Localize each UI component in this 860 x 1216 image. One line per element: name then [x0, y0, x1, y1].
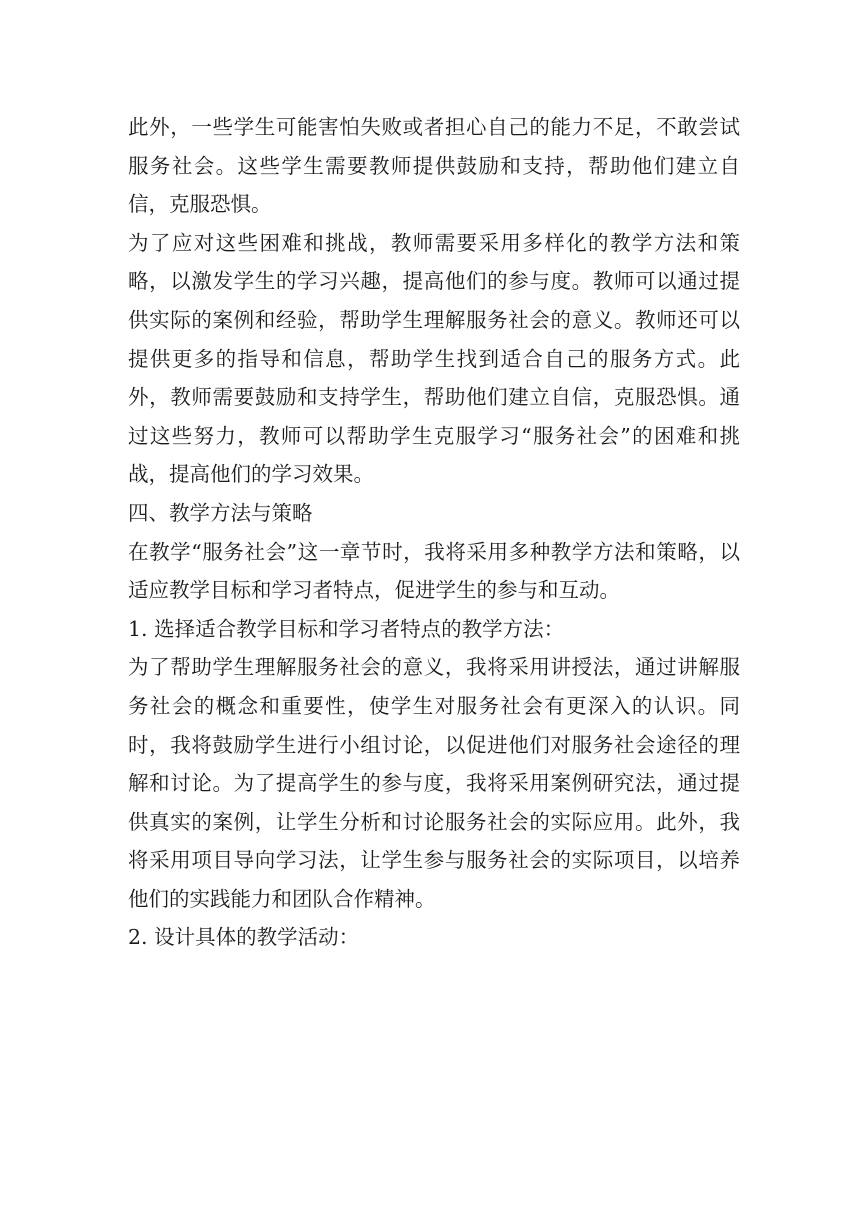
- document-body: [128, 108, 740, 957]
- paragraph-teacher-strategies: 为了应对这些困难和挑战，教师需要采用多样化的教学方法和策略，以激发学生的学习兴趣，提高他们的参与度。教师可以通过提供实际的案例和经验，帮助学生理解服务社会的意义。教师还可以提供更多的指导和信息，帮助学生找到适合自己的服务方式。此外，教师需要鼓励和支持学生，帮助他们建立自信，克服恐惧。通过这些努力，教师可以帮助学生克服学习“服务社会”的困难和挑战，提高他们的学习效果。: [128, 230, 740, 487]
- section-heading-teaching-methods: 四、教学方法与策略: [128, 500, 313, 525]
- paragraph-fear-of-failure: 此外，一些学生可能害怕失败或者担心自己的能力不足，不敢尝试服务社会。这些学生需要教师提供鼓励和支持，帮助他们建立自信，克服恐惧。: [128, 115, 740, 217]
- paragraph-methods-detail: 为了帮助学生理解服务社会的意义，我将采用讲授法，通过讲解服务社会的概念和重要性，使学生对服务社会有更深入的认识。同时，我将鼓励学生进行小组讨论，以促进他们对服务社会途径的理解和讨论。为了提高学生的参与度，我将采用案例研究法，通过提供真实的案例，让学生分析和讨论服务社会的实际应用。此外，我将采用项目导向学习法，让学生参与服务社会的实际项目，以培养他们的实践能力和团队合作精神。: [128, 655, 740, 911]
- list-item-choose-methods: 1. 选择适合教学目标和学习者特点的教学方法：: [128, 616, 565, 641]
- list-item-design-activities: 2. 设计具体的教学活动：: [128, 925, 360, 950]
- paragraph-methods-intro: 在教学“服务社会”这一章节时，我将采用多种教学方法和策略，以适应教学目标和学习者特点，促进学生的参与和互动。: [128, 539, 740, 603]
